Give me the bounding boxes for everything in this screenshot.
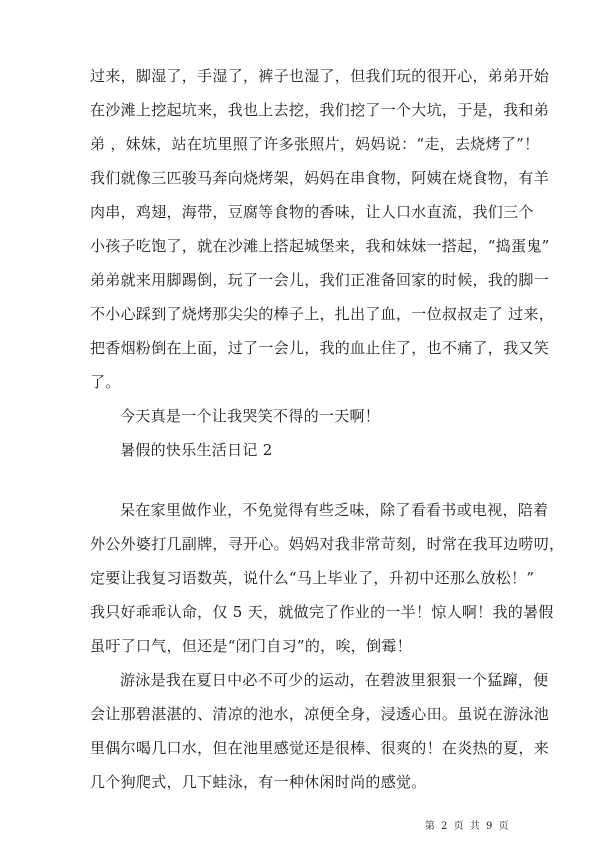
text-line: 外公外婆打几副牌，寻开心。妈妈对我非常苛刻，时常在我耳边唠叨，	[90, 535, 565, 553]
text-line: 弟 ，妹妹，站在坑里照了许多张照片，妈妈说：“走，去烧烤了”！	[90, 135, 540, 153]
text-line: 会让那碧湛湛的、清凉的池水，凉便全身，浸透心田。虽说在游泳池	[90, 705, 550, 723]
text-line: 肉串，鸡翅，海带，豆腐等食物的香味，让人口水直流，我们三个	[90, 203, 534, 221]
text-line: 我只好乖乖认命，仅 5 天，就做完了作业的一半！惊人啊！我的暑假	[90, 603, 554, 621]
text-line: 呆在家里做作业，不免觉得有些乏味，除了看看书或电视，陪着	[120, 501, 549, 519]
text-line: 了。	[90, 373, 121, 391]
text-line: 我们就像三匹骏马奔向烧烤架，妈妈在串食物，阿姨在烧食物，有羊	[90, 169, 550, 187]
text-line: 今天真是一个让我哭笑不得的一天啊！	[120, 407, 381, 425]
text-line: 里偶尔喝几口水，但在池里感觉还是很棒、很爽的！在炎热的夏，来	[90, 739, 550, 757]
text-line: 定要让我复习语数英，说什么“马上毕业了，升初中还那么放松！”	[90, 569, 535, 587]
text-line: 把香烟粉倒在上面，过了一会儿，我的血止住了，也不痛了，我又笑	[90, 339, 550, 357]
text-line: 游泳是我在夏日中必不可少的运动，在碧波里狠狠一个猛蹿，便	[120, 671, 549, 689]
text-line: 虽吁了口气，但还是“闭门自习”的，唉，倒霉！	[90, 637, 412, 655]
text-line: 小孩子吃饱了，就在沙滩上搭起城堡来，我和妹妹一搭起，“捣蛋鬼”	[90, 237, 550, 255]
text-line: 几个狗爬式，几下蛙泳，有一种休闲时尚的感觉。	[90, 773, 427, 791]
page-number: 第 2 页 共 9 页	[424, 821, 510, 832]
text-line: 不小心踩到了烧烤那尖尖的棒子上，扎出了血，一位叔叔走了 过来，	[90, 305, 555, 323]
section-heading: 暑假的快乐生活日记 2	[120, 441, 273, 459]
text-line: 过来，脚湿了，手湿了，裤子也湿了，但我们玩的很开心，弟弟开始	[90, 67, 550, 85]
text-line: 弟弟就来用脚踢倒，玩了一会儿，我们正准备回家的时候，我的脚一	[90, 271, 550, 289]
text-line: 在沙滩上挖起坑来，我也上去挖，我们挖了一个大坑，于是，我和弟	[90, 101, 550, 119]
